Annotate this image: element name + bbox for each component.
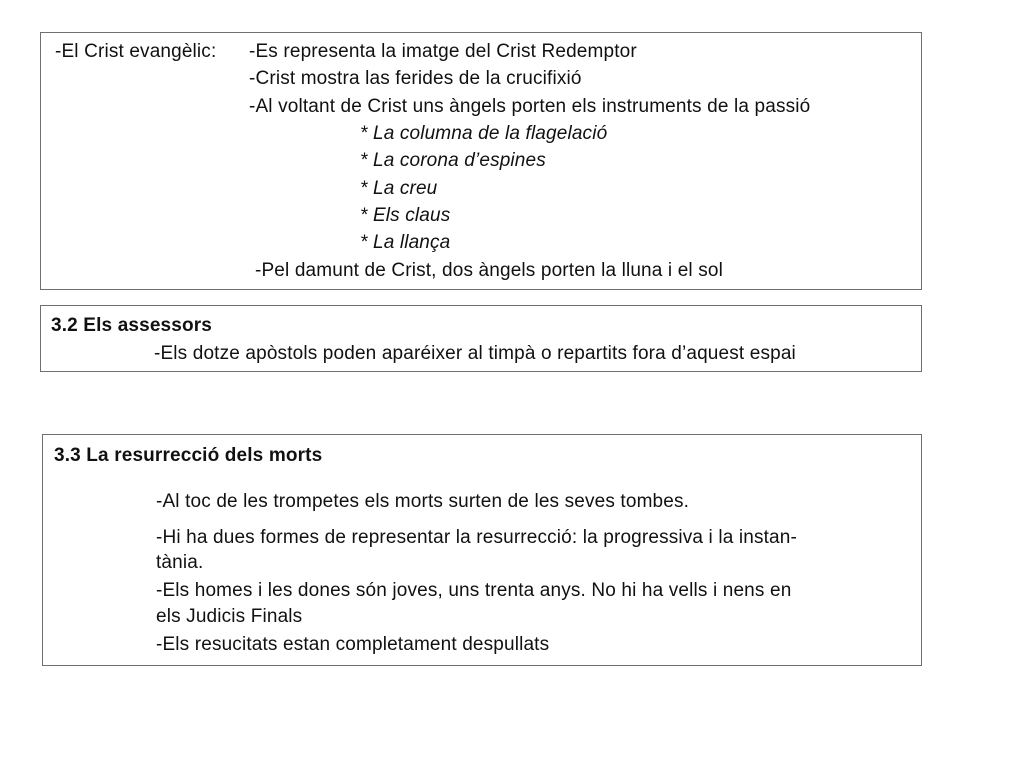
resurrection-point: -Hi ha dues formes de representar la resurrecció: la progressiva i la instan-: [156, 527, 797, 548]
christ-point: -Al voltant de Crist uns àngels porten els instruments de la passió: [249, 96, 811, 117]
christ-section-box: [40, 32, 922, 290]
resurrection-point-continued: els Judicis Finals: [156, 606, 303, 627]
resurrection-point: -Al toc de les trompetes els morts surten de les seves tombes.: [156, 491, 690, 512]
assessors-point: -Els dotze apòstols poden aparéixer al timpà o repartits fora d’aquest espai: [154, 343, 796, 364]
resurrection-title: 3.3 La resurrecció dels morts: [54, 445, 323, 466]
instrument-item: * La creu: [360, 178, 438, 199]
christ-point: -Crist mostra las ferides de la crucifixió: [249, 68, 582, 89]
instrument-item: * La corona d’espines: [360, 150, 546, 171]
instrument-item: * La llança: [360, 232, 451, 253]
instrument-item: * Els claus: [360, 205, 451, 226]
christ-section-label: -El Crist evangèlic:: [55, 41, 217, 62]
resurrection-point: -Els resucitats estan completament despullats: [156, 634, 550, 655]
assessors-title: 3.2 Els assessors: [51, 315, 213, 336]
instrument-item: * La columna de la flagelació: [360, 123, 608, 144]
christ-closing-point: -Pel damunt de Crist, dos àngels porten la lluna i el sol: [255, 260, 723, 281]
christ-point: -Es representa la imatge del Crist Redemptor: [249, 41, 637, 62]
resurrection-section-box: [42, 434, 922, 666]
resurrection-point-continued: tània.: [156, 552, 204, 573]
assessors-section-box: [40, 305, 922, 372]
resurrection-point: -Els homes i les dones són joves, uns trenta anys. No hi ha vells i nens en: [156, 580, 792, 601]
